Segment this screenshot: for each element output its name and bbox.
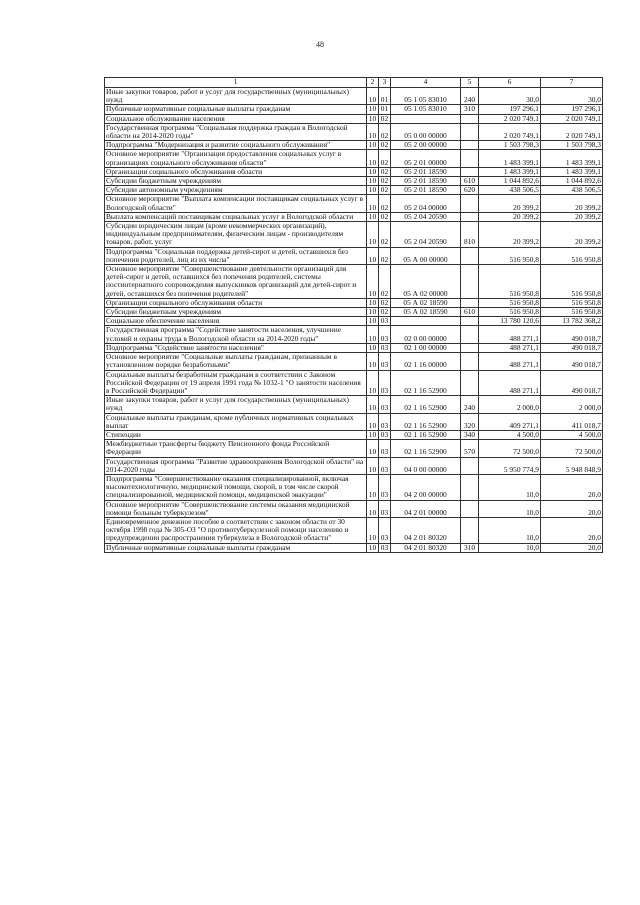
row-name-cell: Основное мероприятие "Социальные выплаты гражданам, признанным в установленном порядке безработными" xyxy=(105,353,367,370)
row-amount-year2-cell: 20 399,2 xyxy=(541,195,603,212)
table-row xyxy=(105,105,603,114)
table-row xyxy=(105,500,603,517)
row-section-cell: 10 xyxy=(367,500,379,517)
row-name-cell: Подпрограмма "Содействие занятости населения" xyxy=(105,343,367,352)
row-amount-year2-cell: 516 950,8 xyxy=(541,247,603,264)
row-target-article-cell xyxy=(391,114,461,123)
row-amount-year1-cell: 5 950 774,9 xyxy=(479,457,541,474)
row-name-cell: Публичные нормативные социальные выплаты гражданам xyxy=(105,105,367,114)
row-expense-type-cell xyxy=(461,247,479,264)
row-target-article-cell: 02 1 16 52900 xyxy=(391,413,461,430)
row-expense-type-cell xyxy=(461,474,479,500)
row-expense-type-cell xyxy=(461,167,479,176)
row-amount-year2-cell: 2 020 749,1 xyxy=(541,123,603,140)
row-target-article-cell: 04 2 01 80320 xyxy=(391,543,461,552)
row-name-cell: Единовременное денежное пособие в соответствии с законом области от 30 октября 1998 года № 305-ОЗ "О противотуберкулезной помощи населению и предупреждении распространения туберкулеза в Вологодской области" xyxy=(105,517,367,543)
row-amount-year2-cell: 516 950,8 xyxy=(541,308,603,317)
row-name-cell: Организации социального обслуживания области xyxy=(105,167,367,176)
row-subsection-cell: 02 xyxy=(379,177,391,186)
row-amount-year2-cell: 20,0 xyxy=(541,517,603,543)
row-subsection-cell: 01 xyxy=(379,105,391,114)
row-amount-year1-cell: 10,0 xyxy=(479,474,541,500)
header-cell: 2 xyxy=(367,78,379,88)
row-name-cell: Государственная программа "Социальная поддержка граждан в Вологодской области на 2014-2020 годы" xyxy=(105,123,367,140)
table-row xyxy=(105,195,603,212)
row-section-cell: 10 xyxy=(367,265,379,299)
row-amount-year1-cell: 10,0 xyxy=(479,517,541,543)
row-subsection-cell: 03 xyxy=(379,326,391,343)
row-name-cell: Основное мероприятие "Организация предоставления социальных услуг в организациях социального обслуживания области" xyxy=(105,150,367,167)
row-amount-year1-cell: 438 506,5 xyxy=(479,186,541,195)
row-expense-type-cell xyxy=(461,343,479,352)
row-name-cell: Основное мероприятие "Выплата компенсации поставщикам социальных услуг в Вологодской области" xyxy=(105,195,367,212)
row-section-cell: 10 xyxy=(367,474,379,500)
row-amount-year1-cell: 1 044 892,6 xyxy=(479,177,541,186)
row-amount-year1-cell: 30,0 xyxy=(479,88,541,105)
table-row xyxy=(105,543,603,552)
row-subsection-cell: 03 xyxy=(379,413,391,430)
row-expense-type-cell: 310 xyxy=(461,543,479,552)
row-subsection-cell: 02 xyxy=(379,123,391,140)
row-amount-year1-cell: 20 399,2 xyxy=(479,195,541,212)
table-row xyxy=(105,177,603,186)
row-target-article-cell: 05 1 05 83010 xyxy=(391,88,461,105)
table-row xyxy=(105,114,603,123)
row-expense-type-cell xyxy=(461,317,479,326)
row-expense-type-cell xyxy=(461,353,479,370)
row-amount-year2-cell: 13 782 368,2 xyxy=(541,317,603,326)
row-section-cell: 10 xyxy=(367,114,379,123)
table-row xyxy=(105,141,603,150)
row-amount-year2-cell: 20 399,2 xyxy=(541,212,603,221)
row-amount-year2-cell: 1 044 892,6 xyxy=(541,177,603,186)
row-amount-year2-cell: 1 483 399,1 xyxy=(541,150,603,167)
table-header-row xyxy=(105,78,603,88)
table-row xyxy=(105,326,603,343)
row-expense-type-cell: 320 xyxy=(461,413,479,430)
row-section-cell: 10 xyxy=(367,353,379,370)
row-target-article-cell xyxy=(391,317,461,326)
row-amount-year1-cell: 2 020 749,1 xyxy=(479,114,541,123)
row-expense-type-cell xyxy=(461,298,479,307)
page-number: 48 xyxy=(316,40,324,49)
row-expense-type-cell: 310 xyxy=(461,105,479,114)
row-amount-year2-cell: 4 500,0 xyxy=(541,430,603,439)
row-target-article-cell: 02 1 16 52900 xyxy=(391,430,461,439)
row-amount-year2-cell: 2 000,0 xyxy=(541,396,603,413)
row-name-cell: Субсидии бюджетным учреждениям xyxy=(105,308,367,317)
row-expense-type-cell xyxy=(461,212,479,221)
table-row xyxy=(105,212,603,221)
table-row xyxy=(105,396,603,413)
row-expense-type-cell: 240 xyxy=(461,396,479,413)
row-subsection-cell: 03 xyxy=(379,440,391,457)
row-amount-year1-cell: 72 500,0 xyxy=(479,440,541,457)
row-section-cell: 10 xyxy=(367,396,379,413)
row-expense-type-cell xyxy=(461,141,479,150)
row-target-article-cell: 04 2 01 80320 xyxy=(391,517,461,543)
row-subsection-cell: 02 xyxy=(379,167,391,176)
table-row xyxy=(105,167,603,176)
row-target-article-cell: 02 1 16 52900 xyxy=(391,370,461,396)
row-expense-type-cell: 240 xyxy=(461,88,479,105)
row-target-article-cell: 05 2 01 00000 xyxy=(391,150,461,167)
row-section-cell: 10 xyxy=(367,247,379,264)
row-name-cell: Иные закупки товаров, работ и услуг для государственных (муниципальных) нужд xyxy=(105,396,367,413)
row-target-article-cell: 05 1 05 83010 xyxy=(391,105,461,114)
row-section-cell: 10 xyxy=(367,440,379,457)
table-row xyxy=(105,517,603,543)
row-name-cell: Субсидии автономным учреждениям xyxy=(105,186,367,195)
row-name-cell: Государственная программа "Развитие здравоохранения Вологодской области" на 2014-2020 годы xyxy=(105,457,367,474)
row-section-cell: 10 xyxy=(367,298,379,307)
table-row xyxy=(105,474,603,500)
row-name-cell: Субсидии бюджетным учреждениям xyxy=(105,177,367,186)
row-amount-year2-cell: 490 018,7 xyxy=(541,370,603,396)
row-section-cell: 10 xyxy=(367,222,379,248)
row-expense-type-cell: 610 xyxy=(461,308,479,317)
row-name-cell: Подпрограмма "Социальная поддержка детей-сирот и детей, оставшихся без попечения родителей, лиц из их числа" xyxy=(105,247,367,264)
row-amount-year1-cell: 488 271,1 xyxy=(479,370,541,396)
row-name-cell: Социальное обеспечение населения xyxy=(105,317,367,326)
table-row xyxy=(105,370,603,396)
row-amount-year1-cell: 488 271,1 xyxy=(479,353,541,370)
row-target-article-cell: 05 А 02 00000 xyxy=(391,265,461,299)
row-target-article-cell: 05 А 00 00000 xyxy=(391,247,461,264)
row-subsection-cell: 02 xyxy=(379,247,391,264)
row-section-cell: 10 xyxy=(367,186,379,195)
row-name-cell: Подпрограмма "Совершенствование оказания специализированной, включая высокотехнологичную, медицинской помощи, скорой, в том числе скорой специализированной, медицинской помощи, медицинской эвакуации" xyxy=(105,474,367,500)
table-row xyxy=(105,308,603,317)
row-section-cell: 10 xyxy=(367,543,379,552)
row-subsection-cell: 01 xyxy=(379,88,391,105)
row-target-article-cell: 04 2 01 00000 xyxy=(391,500,461,517)
row-target-article-cell: 02 1 16 00000 xyxy=(391,353,461,370)
table-row xyxy=(105,343,603,352)
row-section-cell: 10 xyxy=(367,343,379,352)
row-amount-year1-cell: 1 483 399,1 xyxy=(479,167,541,176)
row-subsection-cell: 03 xyxy=(379,517,391,543)
budget-table xyxy=(104,77,603,553)
header-cell: 5 xyxy=(461,78,479,88)
row-amount-year2-cell: 20,0 xyxy=(541,500,603,517)
row-section-cell: 10 xyxy=(367,150,379,167)
row-amount-year1-cell: 13 780 120,6 xyxy=(479,317,541,326)
row-expense-type-cell xyxy=(461,326,479,343)
row-name-cell: Основное мероприятие "Совершенствование деятельности организаций для детей-сирот и детей, оставшихся без попечения родителей, системы постинтернатного сопровождения выпускников организаций для детей-сирот и детей, оставшихся без попечения родителей" xyxy=(105,265,367,299)
row-expense-type-cell: 610 xyxy=(461,177,479,186)
row-section-cell: 10 xyxy=(367,88,379,105)
row-subsection-cell: 02 xyxy=(379,212,391,221)
row-name-cell: Основное мероприятие "Совершенствование системы оказания медицинской помощи больным туберкулезом" xyxy=(105,500,367,517)
header-cell: 7 xyxy=(541,78,603,88)
row-amount-year2-cell: 20 399,2 xyxy=(541,222,603,248)
row-amount-year1-cell: 516 950,8 xyxy=(479,298,541,307)
row-target-article-cell: 04 2 00 00000 xyxy=(391,474,461,500)
header-cell: 4 xyxy=(391,78,461,88)
row-section-cell: 10 xyxy=(367,195,379,212)
table-row xyxy=(105,265,603,299)
row-amount-year1-cell: 409 271,1 xyxy=(479,413,541,430)
header-cell: 3 xyxy=(379,78,391,88)
row-subsection-cell: 03 xyxy=(379,500,391,517)
row-amount-year1-cell: 20 399,2 xyxy=(479,212,541,221)
row-subsection-cell: 03 xyxy=(379,317,391,326)
row-name-cell: Социальные выплаты безработным гражданам в соответствии с Законом Российской Федерации от 19 апреля 1991 года № 1032-1 "О занятости населения в Российской Федерации" xyxy=(105,370,367,396)
row-amount-year2-cell: 1 483 399,1 xyxy=(541,167,603,176)
row-expense-type-cell xyxy=(461,370,479,396)
table-row xyxy=(105,88,603,105)
row-name-cell: Межбюджетные трансферты бюджету Пенсионного фонда Российской Федерации xyxy=(105,440,367,457)
row-amount-year2-cell: 20,0 xyxy=(541,543,603,552)
row-name-cell: Организации социального обслуживания области xyxy=(105,298,367,307)
row-target-article-cell: 05 2 01 18590 xyxy=(391,177,461,186)
row-section-cell: 10 xyxy=(367,370,379,396)
row-amount-year2-cell: 197 296,1 xyxy=(541,105,603,114)
row-amount-year2-cell: 30,0 xyxy=(541,88,603,105)
row-amount-year1-cell: 1 503 798,3 xyxy=(479,141,541,150)
row-section-cell: 10 xyxy=(367,317,379,326)
row-subsection-cell: 02 xyxy=(379,150,391,167)
row-amount-year2-cell: 2 020 749,1 xyxy=(541,114,603,123)
table-row xyxy=(105,353,603,370)
row-expense-type-cell xyxy=(461,123,479,140)
row-amount-year2-cell: 20,0 xyxy=(541,474,603,500)
row-section-cell: 10 xyxy=(367,123,379,140)
row-amount-year2-cell: 490 018,7 xyxy=(541,343,603,352)
row-subsection-cell: 02 xyxy=(379,222,391,248)
row-subsection-cell: 03 xyxy=(379,353,391,370)
row-amount-year1-cell: 4 500,0 xyxy=(479,430,541,439)
row-target-article-cell: 02 1 16 52900 xyxy=(391,396,461,413)
row-expense-type-cell xyxy=(461,265,479,299)
row-section-cell: 10 xyxy=(367,517,379,543)
row-amount-year1-cell: 516 950,8 xyxy=(479,247,541,264)
row-target-article-cell: 05 0 00 00000 xyxy=(391,123,461,140)
row-expense-type-cell xyxy=(461,517,479,543)
row-name-cell: Подпрограмма "Модернизация и развитие социального обслуживания" xyxy=(105,141,367,150)
row-section-cell: 10 xyxy=(367,457,379,474)
row-target-article-cell: 04 0 00 00000 xyxy=(391,457,461,474)
row-subsection-cell: 02 xyxy=(379,195,391,212)
table-row xyxy=(105,298,603,307)
table-row xyxy=(105,440,603,457)
row-amount-year2-cell: 438 506,5 xyxy=(541,186,603,195)
row-target-article-cell: 05 2 04 20590 xyxy=(391,212,461,221)
row-target-article-cell: 05 2 01 18590 xyxy=(391,167,461,176)
row-subsection-cell: 03 xyxy=(379,396,391,413)
row-target-article-cell: 05 А 02 18590 xyxy=(391,298,461,307)
table-row xyxy=(105,222,603,248)
row-expense-type-cell: 570 xyxy=(461,440,479,457)
row-amount-year2-cell: 516 950,8 xyxy=(541,265,603,299)
row-name-cell: Иные закупки товаров, работ и услуг для государственных (муниципальных) нужд xyxy=(105,88,367,105)
row-amount-year1-cell: 197 296,1 xyxy=(479,105,541,114)
row-target-article-cell: 05 2 00 00000 xyxy=(391,141,461,150)
row-target-article-cell: 05 2 04 00000 xyxy=(391,195,461,212)
row-subsection-cell: 03 xyxy=(379,543,391,552)
row-amount-year2-cell: 5 948 848,9 xyxy=(541,457,603,474)
row-amount-year1-cell: 516 950,8 xyxy=(479,265,541,299)
row-target-article-cell: 05 2 04 20590 xyxy=(391,222,461,248)
row-expense-type-cell xyxy=(461,500,479,517)
row-section-cell: 10 xyxy=(367,141,379,150)
row-subsection-cell: 03 xyxy=(379,430,391,439)
table-row xyxy=(105,413,603,430)
row-amount-year1-cell: 10,0 xyxy=(479,500,541,517)
table-row xyxy=(105,150,603,167)
table-row xyxy=(105,430,603,439)
row-subsection-cell: 02 xyxy=(379,298,391,307)
row-amount-year1-cell: 2 020 749,1 xyxy=(479,123,541,140)
row-expense-type-cell: 340 xyxy=(461,430,479,439)
row-name-cell: Публичные нормативные социальные выплаты гражданам xyxy=(105,543,367,552)
row-name-cell: Социальное обслуживание населения xyxy=(105,114,367,123)
row-name-cell: Субсидии юридическим лицам (кроме некоммерческих организаций), индивидуальным предпринимателям, физическим лицам - производителям товаров, работ, услуг xyxy=(105,222,367,248)
row-amount-year1-cell: 516 950,8 xyxy=(479,308,541,317)
row-target-article-cell: 02 1 16 52900 xyxy=(391,440,461,457)
row-amount-year1-cell: 1 483 399,1 xyxy=(479,150,541,167)
table-row xyxy=(105,317,603,326)
row-name-cell: Социальные выплаты гражданам, кроме публичных нормативных социальных выплат xyxy=(105,413,367,430)
row-target-article-cell: 02 1 00 00000 xyxy=(391,343,461,352)
row-amount-year2-cell: 72 500,0 xyxy=(541,440,603,457)
row-target-article-cell: 02 0 00 00000 xyxy=(391,326,461,343)
row-subsection-cell: 02 xyxy=(379,265,391,299)
row-target-article-cell: 05 2 01 18590 xyxy=(391,186,461,195)
row-section-cell: 10 xyxy=(367,308,379,317)
row-subsection-cell: 02 xyxy=(379,141,391,150)
row-expense-type-cell xyxy=(461,114,479,123)
row-expense-type-cell xyxy=(461,195,479,212)
row-name-cell: Выплата компенсаций поставщикам социальных услуг в Вологодской области xyxy=(105,212,367,221)
table-row xyxy=(105,186,603,195)
header-cell: 6 xyxy=(479,78,541,88)
row-name-cell: Государственная программа "Содействие занятости населения, улучшение условий и охраны труда в Вологодской области на 2014-2020 годы" xyxy=(105,326,367,343)
table-row xyxy=(105,123,603,140)
row-subsection-cell: 03 xyxy=(379,343,391,352)
row-name-cell: Стипендии xyxy=(105,430,367,439)
row-amount-year2-cell: 490 018,7 xyxy=(541,326,603,343)
row-subsection-cell: 03 xyxy=(379,457,391,474)
row-amount-year1-cell: 10,0 xyxy=(479,543,541,552)
table-row xyxy=(105,457,603,474)
row-amount-year1-cell: 2 000,0 xyxy=(479,396,541,413)
row-section-cell: 10 xyxy=(367,105,379,114)
row-amount-year2-cell: 490 018,7 xyxy=(541,353,603,370)
row-amount-year1-cell: 20 399,2 xyxy=(479,222,541,248)
row-expense-type-cell xyxy=(461,457,479,474)
row-expense-type-cell: 810 xyxy=(461,222,479,248)
row-section-cell: 10 xyxy=(367,430,379,439)
row-section-cell: 10 xyxy=(367,326,379,343)
row-section-cell: 10 xyxy=(367,413,379,430)
row-expense-type-cell: 620 xyxy=(461,186,479,195)
row-subsection-cell: 02 xyxy=(379,114,391,123)
row-subsection-cell: 03 xyxy=(379,474,391,500)
row-amount-year2-cell: 411 018,7 xyxy=(541,413,603,430)
table-row xyxy=(105,247,603,264)
row-section-cell: 10 xyxy=(367,167,379,176)
row-section-cell: 10 xyxy=(367,212,379,221)
row-amount-year2-cell: 516 950,8 xyxy=(541,298,603,307)
row-subsection-cell: 02 xyxy=(379,186,391,195)
row-target-article-cell: 05 А 02 18590 xyxy=(391,308,461,317)
row-amount-year2-cell: 1 503 798,3 xyxy=(541,141,603,150)
row-section-cell: 10 xyxy=(367,177,379,186)
row-subsection-cell: 03 xyxy=(379,370,391,396)
row-expense-type-cell xyxy=(461,150,479,167)
header-cell: 1 xyxy=(105,78,367,88)
row-amount-year1-cell: 488 271,1 xyxy=(479,343,541,352)
row-amount-year1-cell: 488 271,1 xyxy=(479,326,541,343)
row-subsection-cell: 02 xyxy=(379,308,391,317)
